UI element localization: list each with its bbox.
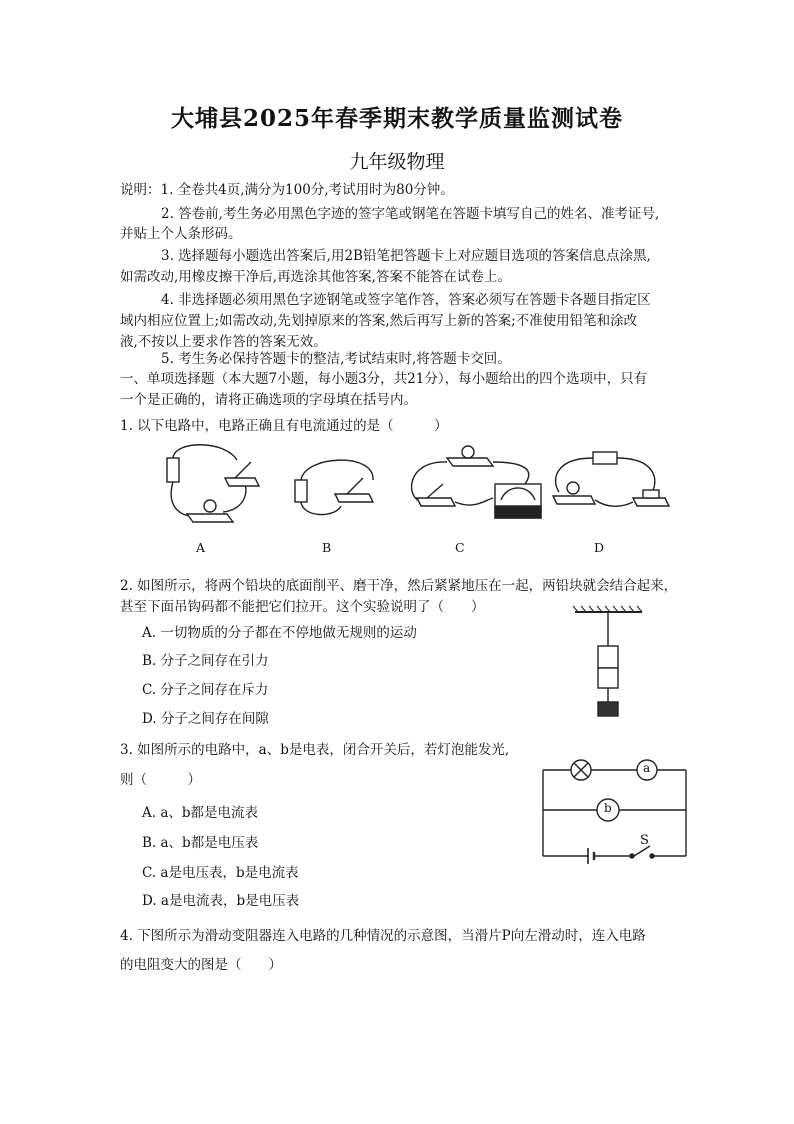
instructions-item-3a: 3. 选择题每小题选出答案后,用2B铅笔把答题卡上对应题目选项的答案信息点涂黑, — [161, 248, 651, 264]
circuit-d-figure — [553, 452, 669, 506]
question-3-circuit-figure — [540, 756, 690, 862]
question-2-option-b: B. 分子之间存在引力 — [142, 653, 269, 669]
instructions-item-5: 5. 考生务必保持答题卡的整洁,考试结束时,将答题卡交回。 — [161, 351, 511, 367]
question-3-option-c: C. a是电压表，b是电流表 — [142, 865, 299, 881]
question-2-option-a: A. 一切物质的分子都在不停地做无规则的运动 — [142, 625, 417, 641]
instructions-item-1 — [120, 181, 454, 199]
meter-b-label: b — [604, 801, 612, 815]
question-3-stem-line-1: 3. 如图所示的电路中，a、b是电表，闭合开关后，若灯泡能发光, — [120, 742, 510, 758]
q1-label-b: B — [322, 540, 332, 555]
section-1-heading-line-1: 一、单项选择题（本大题7小题，每小题3分，共21分），每小题给出的四个选项中，只有 — [120, 371, 648, 387]
question-2-stem-line-2: 甚至下面吊钩码都不能把它们拉开。这个实验说明了（ ） — [120, 599, 485, 615]
q1-label-d: D — [594, 540, 605, 555]
question-3-option-a: A. a、b都是电流表 — [142, 805, 259, 821]
question-1-circuit-diagrams — [155, 440, 675, 530]
page-title: 大埔县2025年春季期末教学质量监测试卷 — [170, 105, 623, 132]
meter-a-label: a — [643, 761, 651, 775]
question-3-option-d: D. a是电流表，b是电压表 — [142, 893, 300, 909]
circuit-b-figure — [295, 460, 373, 514]
question-3-option-b: B. a、b都是电压表 — [142, 835, 259, 851]
instructions-prefix: 说明： — [120, 182, 161, 198]
question-4-stem-line-2: 的电阻变大的图是（ ） — [120, 957, 282, 973]
q1-label-c: C — [455, 540, 465, 555]
question-1-stem: 1. 以下电路中，电路正确且有电流通过的是（ ） — [120, 418, 448, 434]
instructions-item-4b: 域内相应位置上;如需改动,先划掉原来的答案,然后再写上新的答案;不准使用铅笔和涂改 — [120, 313, 638, 329]
instructions-item-4c: 液,不按以上要求作答的答案无效。 — [120, 334, 327, 350]
question-2-stem-line-1: 2. 如图所示，将两个铅块的底面削平、磨干净，然后紧紧地压在一起，两铅块就会结合起来， — [120, 578, 678, 594]
circuit-a-figure — [167, 445, 259, 522]
section-1-heading-line-2: 一个是正确的，请将正确选项的字母填在括号内。 — [120, 392, 417, 408]
question-4-stem-line-1: 4. 下图所示为滑动变阻器连入电路的几种情况的示意图，当滑片P向左滑动时，连入电路 — [120, 928, 646, 944]
instructions-item-4a: 4. 非选择题必须用黑色字迹钢笔或签字笔作答，答案必须写在答题卡各题目指定区 — [161, 292, 651, 308]
q1-label-a: A — [196, 540, 206, 555]
instructions-item-2b: 并贴上个人条形码。 — [120, 226, 242, 242]
instructions-item-3b: 如需改动,用橡皮擦干净后,再选涂其他答案,答案不能答在试卷上。 — [120, 269, 511, 285]
page-subtitle: 九年级物理 — [349, 151, 445, 173]
instruction-text: 1. 全卷共4页,满分为100分,考试用时为80分钟。 — [160, 182, 454, 198]
question-2-option-d: D. 分子之间存在间隙 — [142, 711, 269, 727]
instructions-item-2a: 2. 答卷前,考生务必用黑色字迹的签字笔或钢笔在答题卡填写自己的姓名、准考证号, — [161, 206, 660, 222]
question-3-stem-line-2: 则（ ） — [120, 772, 201, 788]
question-2-lead-blocks-figure — [570, 606, 650, 721]
question-2-option-c: C. 分子之间存在斥力 — [142, 682, 269, 698]
switch-label: S — [640, 833, 649, 848]
circuit-c-figure — [412, 446, 541, 518]
